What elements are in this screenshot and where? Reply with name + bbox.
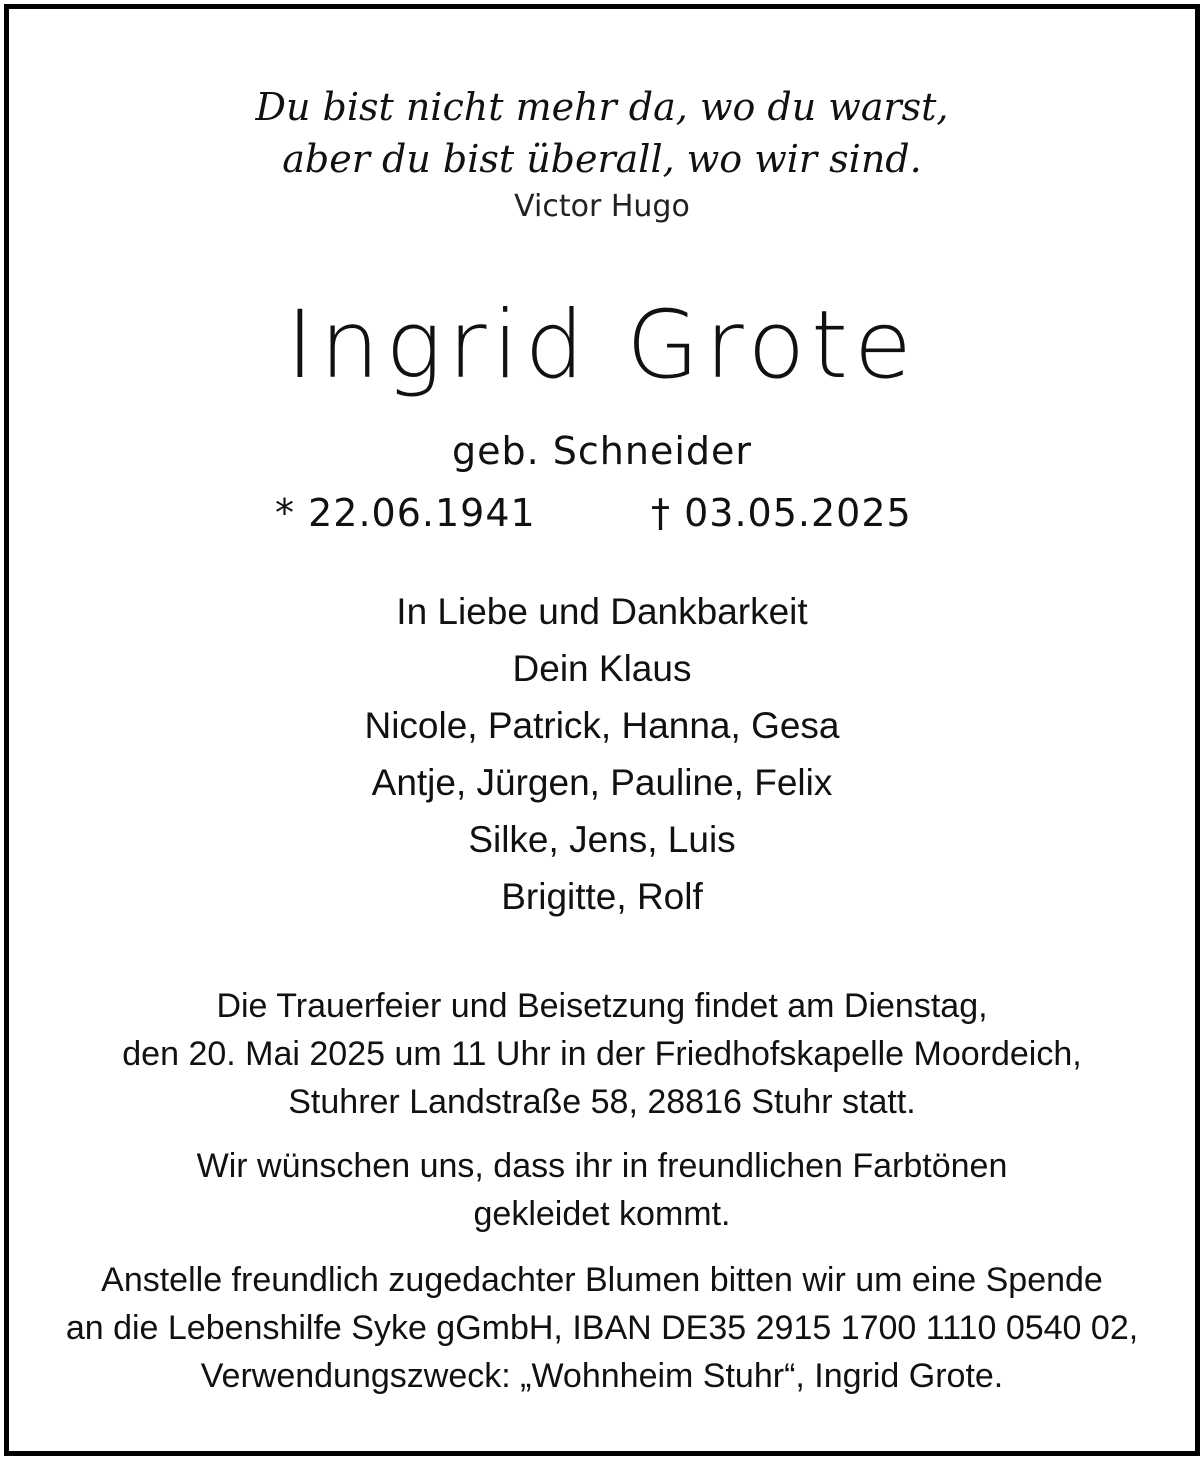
death-date-value: 03.05.2025 — [684, 491, 912, 535]
quote-author: Victor Hugo — [514, 189, 690, 224]
obituary-notice — [4, 4, 1200, 1456]
mourners-line: Silke, Jens, Luis — [468, 819, 736, 860]
mourners-line: Nicole, Patrick, Hanna, Gesa — [364, 705, 840, 746]
birth-date-value: 22.06.1941 — [308, 491, 536, 535]
dress-code-line: Wir wünschen uns, dass ihr in freundlichen Farbtönen — [196, 1147, 1008, 1185]
quote-line-2: aber du bist überall, wo wir sind. — [282, 137, 922, 181]
death-symbol: † — [651, 491, 671, 535]
donation-line: Anstelle freundlich zugedachter Blumen bitten wir um eine Spende — [101, 1261, 1103, 1299]
birth-date — [275, 491, 536, 535]
mourners-line: Antje, Jürgen, Pauline, Felix — [371, 762, 833, 803]
maiden-name: geb. Schneider — [451, 429, 753, 473]
life-dates — [9, 491, 1195, 541]
mourners-line: Brigitte, Rolf — [501, 876, 703, 917]
ceremony-line: Die Trauerfeier und Beisetzung findet am Dienstag, — [216, 987, 988, 1025]
dress-code-line: gekleidet kommt. — [473, 1195, 731, 1233]
mourners-line: Dein Klaus — [512, 648, 692, 689]
donation-line: Verwendungszweck: „Wohnheim Stuhr“, Ingrid Grote. — [200, 1357, 1004, 1395]
death-date — [651, 491, 912, 535]
ceremony-line: Stuhrer Landstraße 58, 28816 Stuhr statt. — [288, 1083, 916, 1121]
deceased-name: Ingrid Grote — [286, 291, 918, 400]
quote-line-1: Du bist nicht mehr da, wo du warst, — [255, 85, 949, 129]
birth-symbol: * — [275, 491, 295, 535]
donation-line: an die Lebenshilfe Syke gGmbH, IBAN DE35 2915 1700 1110 0540 02, — [65, 1309, 1139, 1347]
mourners-intro: In Liebe und Dankbarkeit — [396, 591, 808, 632]
ceremony-line: den 20. Mai 2025 um 11 Uhr in der Friedhofskapelle Moordeich, — [122, 1035, 1082, 1073]
